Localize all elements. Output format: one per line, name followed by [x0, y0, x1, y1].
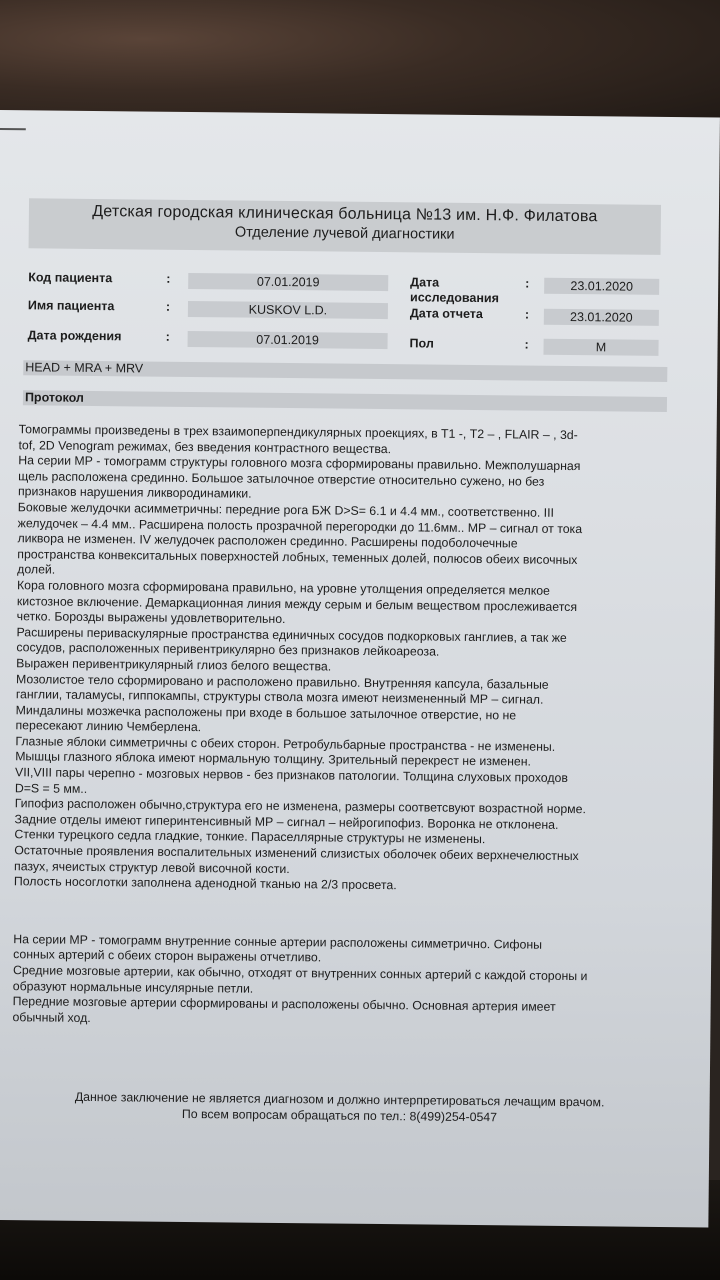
text-line: Кора головного мозга сформирована правильно, на уровне утолщения определяется мелкое — [16, 578, 551, 598]
text-line: Гипофиз расположен обычно,структура его не изменена, размеры соответсвуют возрастной норме. — [14, 796, 586, 817]
report-footer — [19, 1088, 659, 1127]
staple-mark — [0, 128, 26, 130]
text-line: Задние отделы имеют гиперинтенсивный МР – сигнал – нейрогипофиз. Воронка не отклонена. — [14, 812, 559, 832]
text-line: На серии МР - томограмм структуры головного мозга сформированы правильно. Межполушарная — [18, 453, 581, 474]
text-line: кистозное включение. Демаркационная линия между серым и белым веществом прослеживается — [16, 593, 578, 614]
patient-code-value: 07.01.2019 — [188, 273, 388, 291]
colon: : — [524, 307, 530, 322]
text-line: пространства конвекситальных поверхностей лобных, теменных долей, полюсов обеих височных — [17, 546, 578, 567]
text-line: Мышцы глазного яблока имеют нормальную толщину. Зрительный перекрест не изменен. — [15, 749, 532, 770]
text-line: обычный ход. — [12, 1009, 91, 1025]
text-line: VII,VIII пары черепно - мозговых нервов - без признаков патологии. Толщина слуховых проходов — [14, 765, 568, 786]
protocol-text — [14, 422, 679, 897]
text-line: Передние мозговые артерии сформированы и расположены обычно. Основная артерия имеет — [12, 994, 556, 1015]
birth-date-label: Дата рождения — [27, 328, 122, 344]
text-line: Глазные яблоки симметричны с обеих сторон. Ретробульбарные пространства - не изменены. — [15, 734, 556, 754]
sex-label: Пол — [409, 336, 434, 351]
text-line: сосудов, расположенных перивентрикулярно без признаков лейкоареоза. — [16, 640, 440, 659]
text-line: четко. Борозды выражены удовлетворительно. — [16, 609, 286, 627]
contact-text: По всем вопросам обращаться по тел.: 8(499)254-0547 — [181, 1106, 498, 1125]
text-line: Стенки турецкого седла гладкие, тонкие. Параселлярные структуры не изменены. — [14, 827, 486, 847]
birth-date-value: 07.01.2019 — [188, 331, 388, 349]
text-line: пересекают линию Чемберлена. — [15, 718, 202, 735]
protocol-heading: Протокол — [23, 390, 667, 412]
text-line: Мозолистое тело сформировано и расположено правильно. Внутренняя капсула, базальные — [15, 671, 549, 692]
study-date-value: 23.01.2020 — [544, 278, 659, 295]
text-line: долей. — [17, 562, 56, 577]
report-date-label: Дата отчета — [409, 306, 483, 322]
text-line: сонных артерий с обеих сторон выражены отчетливо. — [13, 947, 322, 965]
text-line: На серии МР - томограмм внутренние сонные артерии расположены симметрично. Сифоны — [13, 931, 543, 952]
text-line: желудочек – 4.4 мм.. Расширена полость прозрачной перегородки до 11.6мм.. МР – сигнал от тока — [17, 515, 583, 536]
report-body — [12, 422, 678, 1032]
text-line: Боковые желудочки асимметричны: передние рога БЖ D>S= 6.1 и 4.4 мм., соответственно. III — [17, 500, 555, 520]
text-line: tof, 2D Venogram режимах, без введения контрастного вещества. — [18, 437, 392, 456]
hospital-name: Детская городская клиническая больница №13 им. Н.Ф. Филатова — [92, 202, 598, 226]
department-name: Отделение лучевой диагностики — [234, 224, 455, 243]
colon: : — [165, 329, 170, 344]
text-line: щель расположена срединно. Большое затылочное отверстие относительно сужено, но без — [18, 468, 545, 489]
report-header — [29, 198, 661, 255]
text-line: Остаточные проявления воспалительных изменений слизистых оболочек обеих верхнечелюстных — [14, 843, 579, 864]
colon: : — [524, 337, 529, 352]
sex-value: M — [543, 339, 658, 356]
patient-name-label: Имя пациента — [27, 298, 115, 314]
text-line: ганглии, таламусы, гиппокампы, структуры ствола мозга имеют неизмененный МР – сигнал. — [15, 687, 544, 707]
text-line: Полость носоглотки заполнена аденодной тканью на 2/3 просвета. — [13, 874, 397, 893]
text-line: Миндалины мозжечка расположены при входе в большое затылочное отверстие, но не — [15, 702, 517, 723]
colon: : — [165, 299, 171, 314]
colon: : — [525, 276, 530, 291]
disclaimer-text: Данное заключение не является диагнозом и должно интерпретироваться лечащим врачом. — [74, 1089, 605, 1110]
study-date-label: Дата исследования — [409, 275, 500, 306]
text-line: Средние мозговые артерии, как обычно, отходят от внутренних сонных артерий с каждой стороны и — [12, 963, 588, 984]
text-line: ликвора не изменен. IV желудочек расположен срединно. Расширены подоболочечные — [17, 531, 518, 551]
text-line: признаков нарушения ликвородинамики. — [17, 484, 252, 502]
text-line: Выражен перивентрикулярный глиоз белого вещества. — [16, 656, 332, 674]
report-date-value: 23.01.2020 — [544, 309, 659, 326]
text-line: Томограммы произведены в трех взаимоперпендикулярных проекциях, в Т1 -, Т2 – , FLAIR – , 3d- — [18, 422, 578, 443]
report-paper — [0, 110, 720, 1227]
patient-code-label: Код пациента — [28, 270, 113, 286]
text-line: Расширены периваскулярные пространства единичных сосудов подкорковых ганглиев, а так же — [16, 624, 567, 645]
text-line: пазух, ячеистых структур левой височной кости. — [14, 858, 290, 876]
colon: : — [166, 271, 171, 286]
mra-text — [12, 932, 673, 1032]
text-line: образуют нормальные инсулярные петли. — [12, 978, 254, 996]
patient-name-value: KUSKOV L.D. — [188, 301, 388, 319]
study-type: HEAD + MRA + MRV — [23, 360, 667, 382]
text-line: D=S = 5 мм.. — [14, 780, 88, 796]
